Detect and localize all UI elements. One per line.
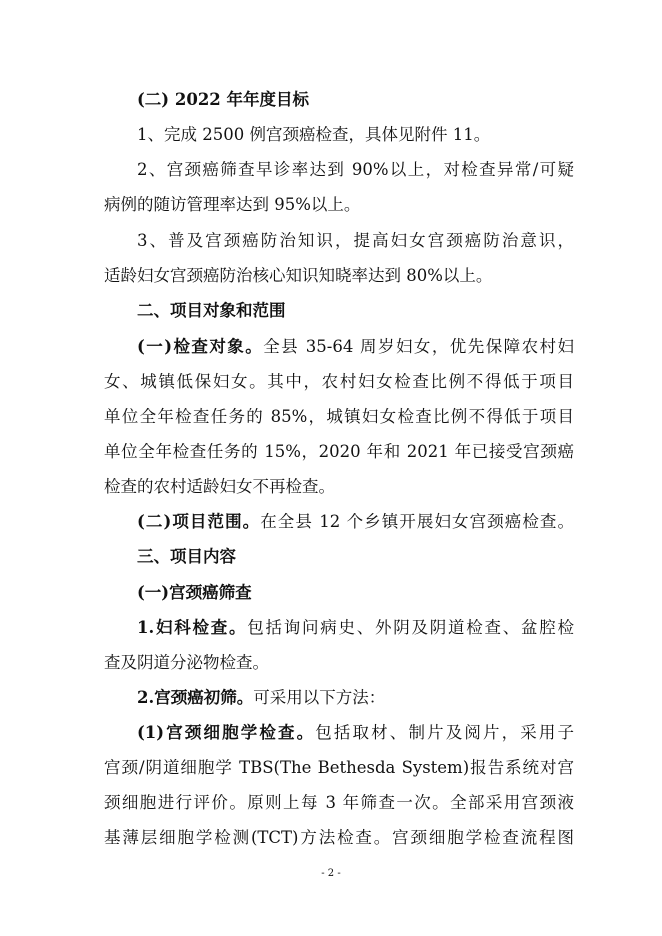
gyn-exam-text: 包括询问病史、外阴及阴道检查、盆腔检 <box>247 618 574 637</box>
cytology-line-1 <box>137 723 574 743</box>
initial-screen-line-1 <box>137 688 574 708</box>
goal-3-line-1: 3、普及宫颈癌防治知识，提高妇女宫颈癌防治意识， <box>137 231 574 250</box>
goal-1-line: 1、完成 2500 例宫颈癌检查，具体见附件 11。 <box>137 125 491 144</box>
subjects-line-1 <box>137 337 574 357</box>
goal-3-line-2: 适龄妇女宫颈癌防治核心知识知晓率达到 80%以上。 <box>104 266 493 285</box>
scope-label: (二)项目范围。 <box>137 512 261 531</box>
section-heading-2022-goal: (二) 2022 年年度目标 <box>137 90 310 109</box>
cytology-line-2: 宫颈/阴道细胞学 TBS(The Bethesda System)报告系统对宫 <box>104 758 574 777</box>
section-heading-two: 二、项目对象和范围 <box>137 301 286 320</box>
scope-line-1 <box>137 512 574 532</box>
subjects-line-5: 检查的农村适龄妇女不再检查。 <box>104 477 335 496</box>
gyn-exam-line-2: 查及阴道分泌物检查。 <box>104 653 269 672</box>
cytology-line-3: 颈细胞进行评价。原则上每 3 年筛查一次。全部采用宫颈液 <box>104 793 574 812</box>
goal-2-line-1: 2、宫颈癌筛查早诊率达到 90%以上，对检查异常/可疑 <box>137 160 574 179</box>
goal-2-line-2: 病例的随访管理率达到 95%以上。 <box>104 195 361 214</box>
cytology-line-4: 基薄层细胞学检测(TCT)方法检查。宫颈细胞学检查流程图 <box>104 828 574 847</box>
subjects-text: 全县 35-64 周岁妇女，优先保障农村妇 <box>263 337 574 356</box>
initial-screen-text: 可采用以下方法： <box>253 688 386 707</box>
gyn-exam-line-1 <box>137 618 574 638</box>
subjects-line-3: 单位全年检查任务的 85%，城镇妇女检查比例不得低于项目 <box>104 407 574 426</box>
subjects-line-2: 女、城镇低保妇女。其中，农村妇女检查比例不得低于项目 <box>104 372 574 391</box>
page-number: - 2 - <box>321 868 341 879</box>
subjects-label: (一)检查对象。 <box>137 337 264 356</box>
section-heading-three: 三、项目内容 <box>137 547 236 566</box>
gyn-exam-label: 1.妇科检查。 <box>137 618 248 637</box>
subsection-heading-screening: (一)宫颈癌筛查 <box>137 583 252 602</box>
subjects-line-4: 单位全年检查任务的 15%，2020 年和 2021 年已接受宫颈癌 <box>104 442 574 461</box>
scope-text: 在全县 12 个乡镇开展妇女宫颈癌检查。 <box>260 512 574 531</box>
cytology-label: (1)宫颈细胞学检查。 <box>137 723 316 742</box>
initial-screen-label: 2.宫颈癌初筛。 <box>137 688 254 707</box>
cytology-text: 包括取材、制片及阅片，采用子 <box>315 723 574 742</box>
